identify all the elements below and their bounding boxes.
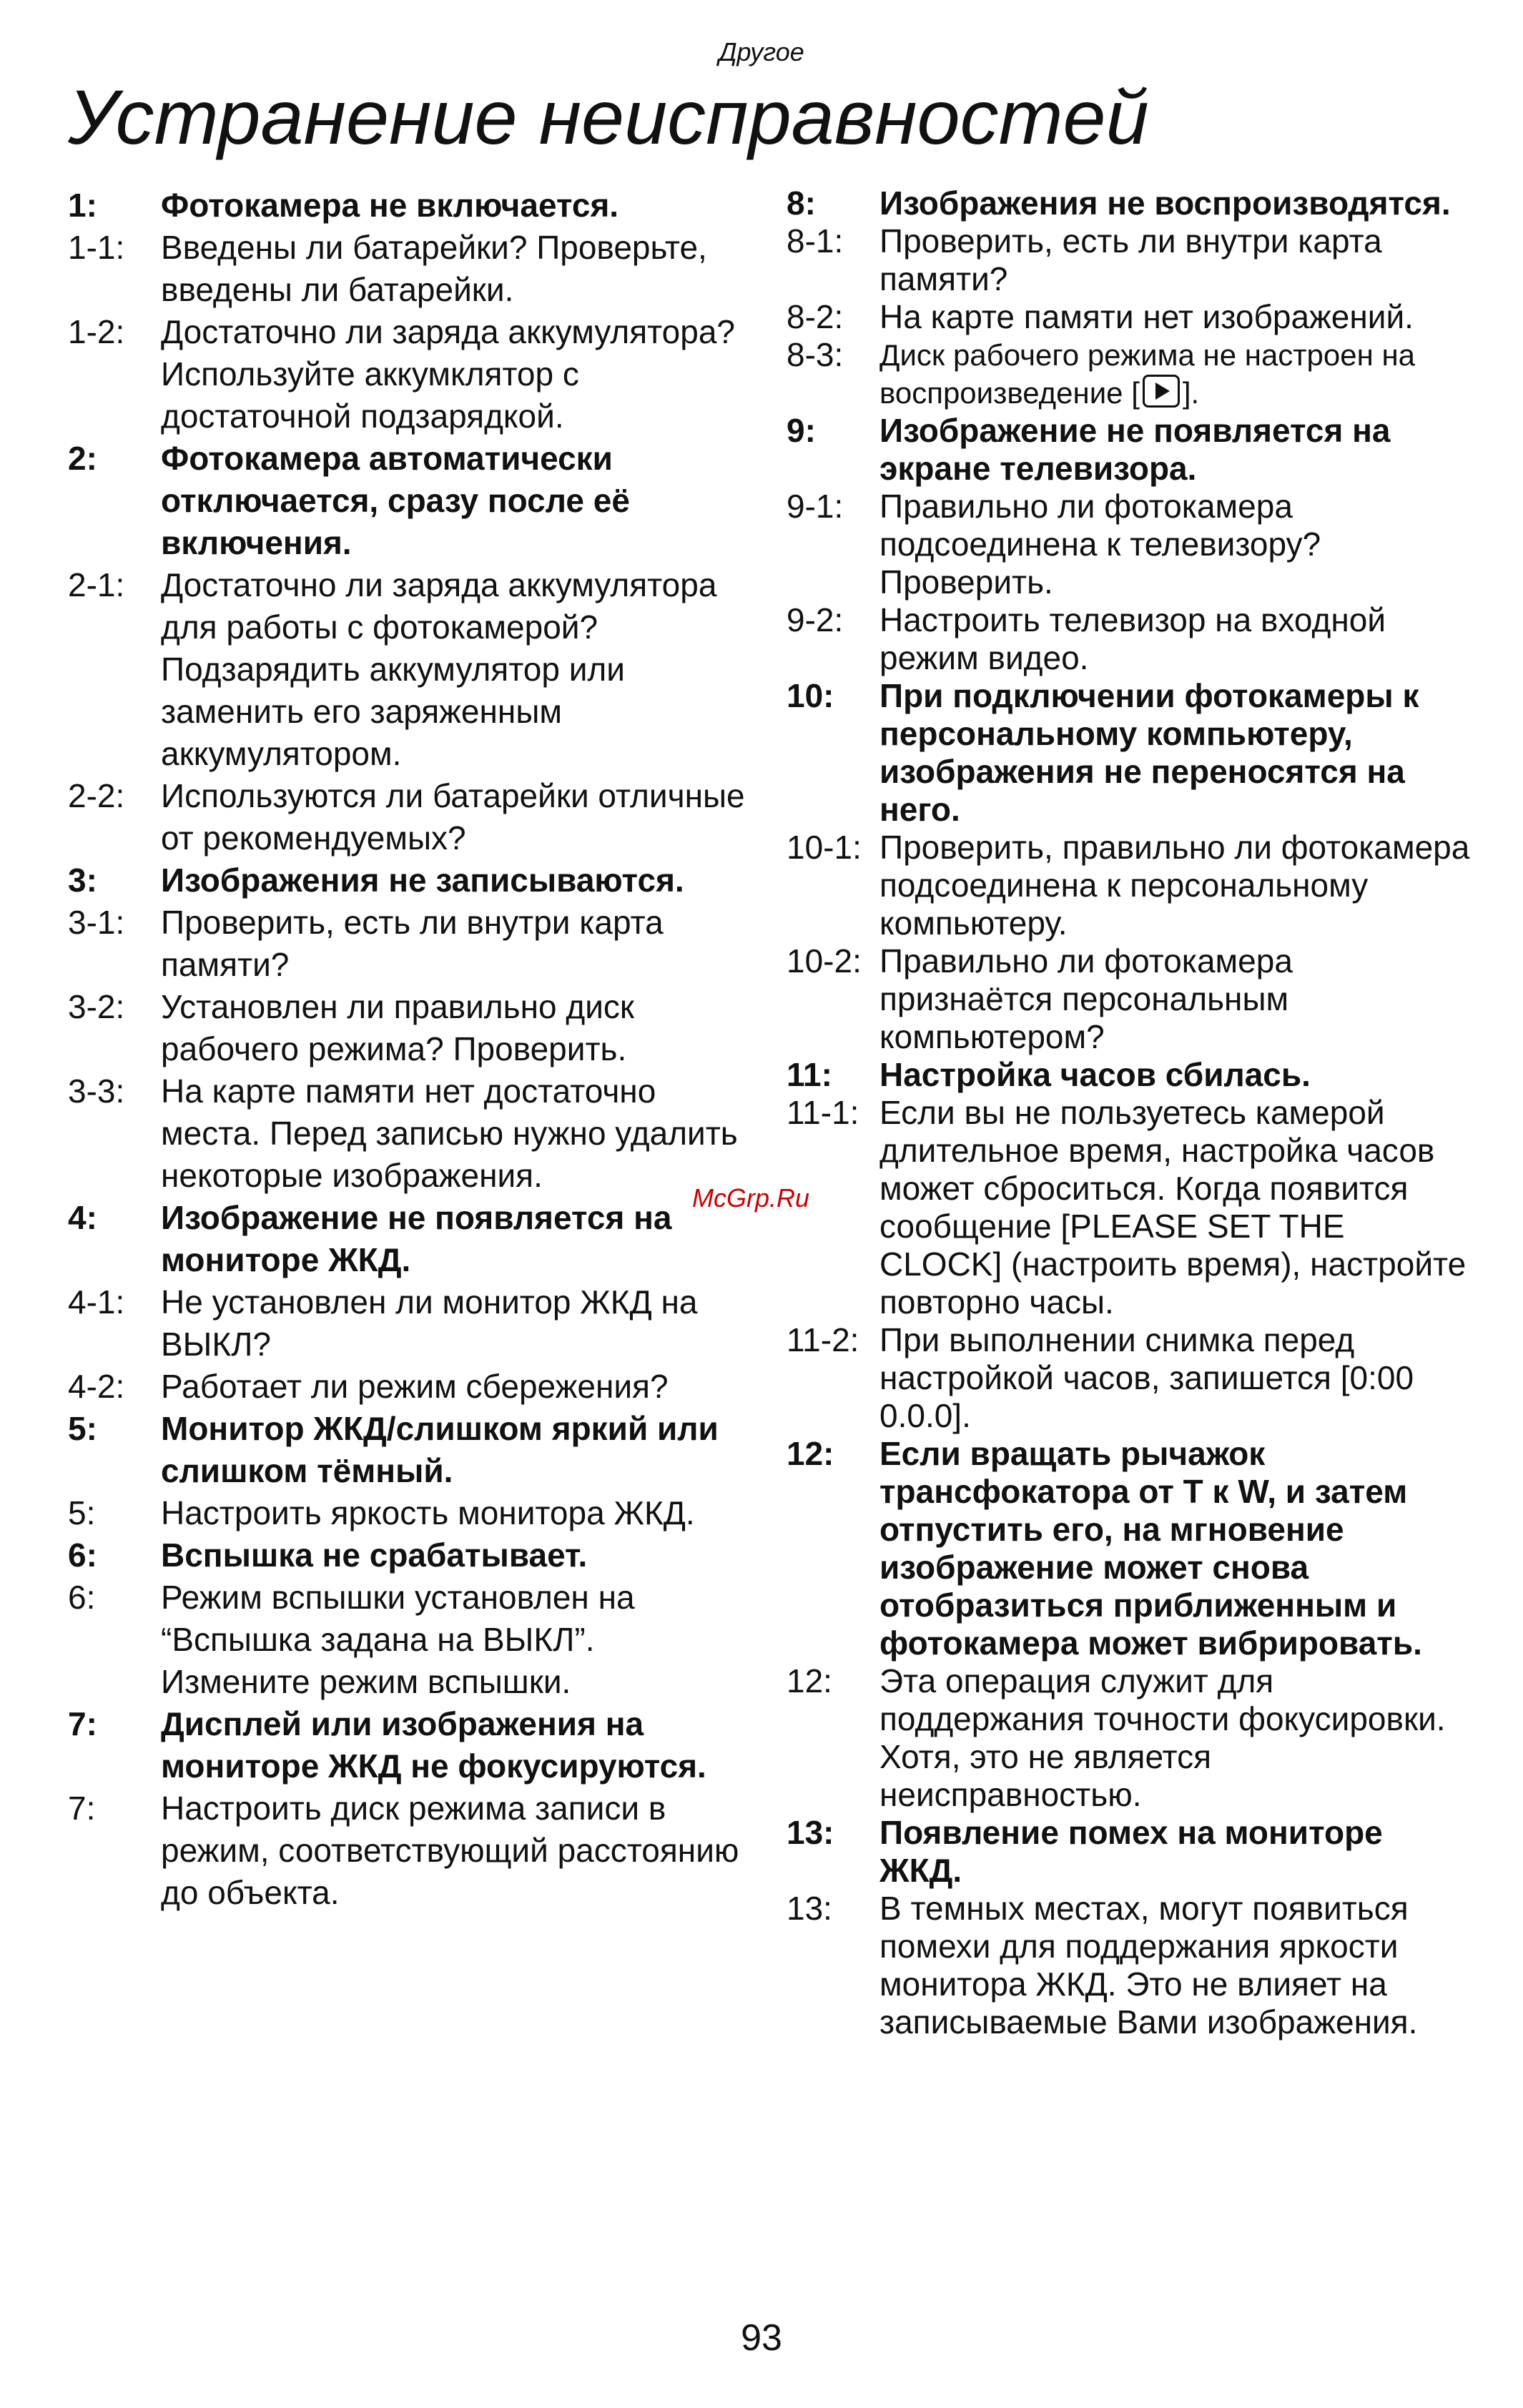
list-item [68,438,747,564]
item-number: 3-1: [68,904,125,941]
item-number: 13: [787,1814,834,1851]
list-item [787,336,1473,412]
list-item [68,775,747,859]
list-item [787,601,1473,677]
list-item [787,1056,1473,1094]
list-item [787,677,1473,829]
item-text: В темных местах, могут появиться помехи для поддержания яркости монитора ЖКД. Это не влияет на записываемые Вами изображения. [879,1890,1418,2041]
item-number: 8-3: [787,336,844,373]
list-item [787,942,1473,1056]
item-number: 5: [68,1494,96,1531]
list-item [68,1070,747,1197]
item-text [879,336,1473,412]
item-text: Правильно ли фотокамера подсоединена к телевизору? Проверить. [879,488,1321,601]
list-item [787,184,1473,222]
item-text: Если вращать рычажок трансфокатора от T к W, и затем отпустить его, на мгновение изображение может снова отобразиться приближенным и фотокамера может вибрировать. [879,1435,1422,1662]
right-items [787,412,1473,2041]
list-item [68,1408,747,1492]
item-text: На карте памяти нет изображений. [879,298,1414,335]
item-text: Изображения не воспроизводятся. [879,184,1451,222]
item-number: 9-1: [787,488,844,525]
list-item [68,227,747,311]
item-number: 11: [787,1056,832,1093]
item-number: 1-2: [68,313,125,350]
item-number: 2-2: [68,777,125,814]
item-number: 10: [787,677,834,714]
item-text: Достаточно ли заряда аккумулятора? Используйте аккумклятор с достаточной подзарядкой. [161,313,736,435]
item-text: Настроить диск режима записи в режим, соответствующий расстоянию до объекта. [161,1790,739,1911]
item-number: 2-1: [68,566,125,603]
item-text: При подключении фотокамеры к персональному компьютеру, изображения не переносятся на него. [879,677,1419,828]
item-text: Фотокамера не включается. [161,187,619,224]
list-item [68,986,747,1070]
item-number: 1-1: [68,229,125,266]
item-number: 4-2: [68,1368,125,1405]
list-item [68,1281,747,1366]
list-item [68,311,747,438]
item-number: 9-2: [787,601,844,638]
item-number: 7: [68,1705,97,1742]
item-number: 13: [787,1890,832,1927]
item-number: 11-1: [787,1094,859,1131]
item-text: Изображение не появляется на экране телевизора. [879,412,1391,487]
item-number: 10-1: [787,829,862,866]
list-item [68,1787,747,1914]
item-number: 6: [68,1579,96,1616]
item-number: 6: [68,1536,97,1574]
list-item [787,1890,1473,2041]
list-item [787,298,1473,336]
watermark: McGrp.Ru [692,1183,810,1213]
item-text: Проверить, есть ли внутри карта памяти? [161,904,664,983]
list-item [68,1366,747,1408]
item-number: 3: [68,862,97,899]
item-text: Фотокамера автоматически отключается, сразу после её включения. [161,440,630,561]
list-item [787,412,1473,488]
list-item [68,902,747,986]
item-number: 4: [68,1199,97,1236]
item-number: 12: [787,1662,832,1699]
list-item [787,488,1473,601]
item-number: 7: [68,1790,96,1827]
item-number: 1: [68,187,97,224]
list-item [68,1197,747,1281]
item-number: 5: [68,1410,97,1447]
item-text: Используются ли батарейки отличные от рекомендуемых? [161,777,745,857]
list-item [787,1814,1473,1890]
list-item [787,1321,1473,1435]
list-item [787,1662,1473,1814]
list-item [68,859,747,902]
item-number: 9: [787,412,816,449]
item-text: Установлен ли правильно диск рабочего режима? Проверить. [161,988,635,1067]
list-item [68,1492,747,1534]
list-item [68,1534,747,1576]
item-number: 8: [787,184,816,222]
item-text: Настроить яркость монитора ЖКД. [161,1494,695,1531]
list-item [68,184,747,227]
list-item [68,1703,747,1787]
item-text: Изображение не появляется на мониторе ЖКД. [161,1199,672,1278]
item-text: Изображения не записываются. [161,862,684,899]
item-text: Введены ли батарейки? Проверьте, введены ли батарейки. [161,229,707,308]
item-text: Режим вспышки установлен на “Вспышка задана на ВЫКЛ”. Измените режим вспышки. [161,1579,635,1700]
item-text-start: Диск рабочего режима не настроен на воспроизведение [ [879,338,1416,410]
item-number: 12: [787,1435,834,1472]
item-text: Достаточно ли заряда аккумулятора для работы с фотокамерой? Подзарядить аккумулятор или заменить его заряженным аккумулятором. [161,566,717,772]
right-column [787,184,1473,2041]
list-item [787,829,1473,942]
item-text: Вспышка не срабатывает. [161,1536,588,1574]
item-number: 4-1: [68,1283,125,1321]
left-column [68,184,747,1914]
item-number: 2: [68,440,97,477]
item-text: Проверить, правильно ли фотокамера подсоединена к персональному компьютеру. [879,829,1470,942]
item-text: Появление помех на мониторе ЖКД. [879,1814,1383,1889]
list-item [68,564,747,775]
list-item [787,222,1473,298]
item-text-end: ]. [1182,376,1200,410]
list-item [787,1094,1473,1321]
item-text: Работает ли режим сбережения? [161,1368,669,1405]
list-item [787,1435,1473,1662]
item-text: На карте памяти нет достаточно места. Перед записью нужно удалить некоторые изображения. [161,1072,738,1194]
item-number: 11-2: [787,1321,859,1358]
item-text: Не установлен ли монитор ЖКД на ВЫКЛ? [161,1283,698,1363]
item-text: Проверить, есть ли внутри карта памяти? [879,222,1382,297]
play-icon [1143,375,1180,408]
item-text: Монитор ЖКД/слишком яркий или слишком тёмный. [161,1410,719,1489]
item-number: 3-2: [68,988,125,1025]
page-title: Устранение неисправностей [68,74,1149,160]
page-number: 93 [741,2317,782,2359]
item-number: 8-2: [787,298,844,335]
item-text: Если вы не пользуетесь камерой длительное время, настройка часов может сброситься. Когда появится сообщение [PLEASE SET THE CLOCK] (настроить время), настройте повторно часы. [879,1094,1467,1321]
item-text: При выполнении снимка перед настройкой часов, запишется [0:00 0.0.0]. [879,1321,1414,1434]
item-text: Настроить телевизор на входной режим видео. [879,601,1386,676]
item-number: 8-1: [787,222,844,260]
item-text: Правильно ли фотокамера признаётся персональным компьютером? [879,942,1293,1055]
item-number: 3-3: [68,1072,125,1110]
item-text: Дисплей или изображения на мониторе ЖКД не фокусируются. [161,1705,706,1785]
list-item [68,1576,747,1703]
item-text: Эта операция служит для поддержания точности фокусировки. Хотя, это не является неисправностью. [879,1662,1446,1813]
section-label: Другое [719,37,804,66]
item-number: 10-2: [787,942,862,980]
item-text: Настройка часов сбилась. [879,1056,1311,1093]
